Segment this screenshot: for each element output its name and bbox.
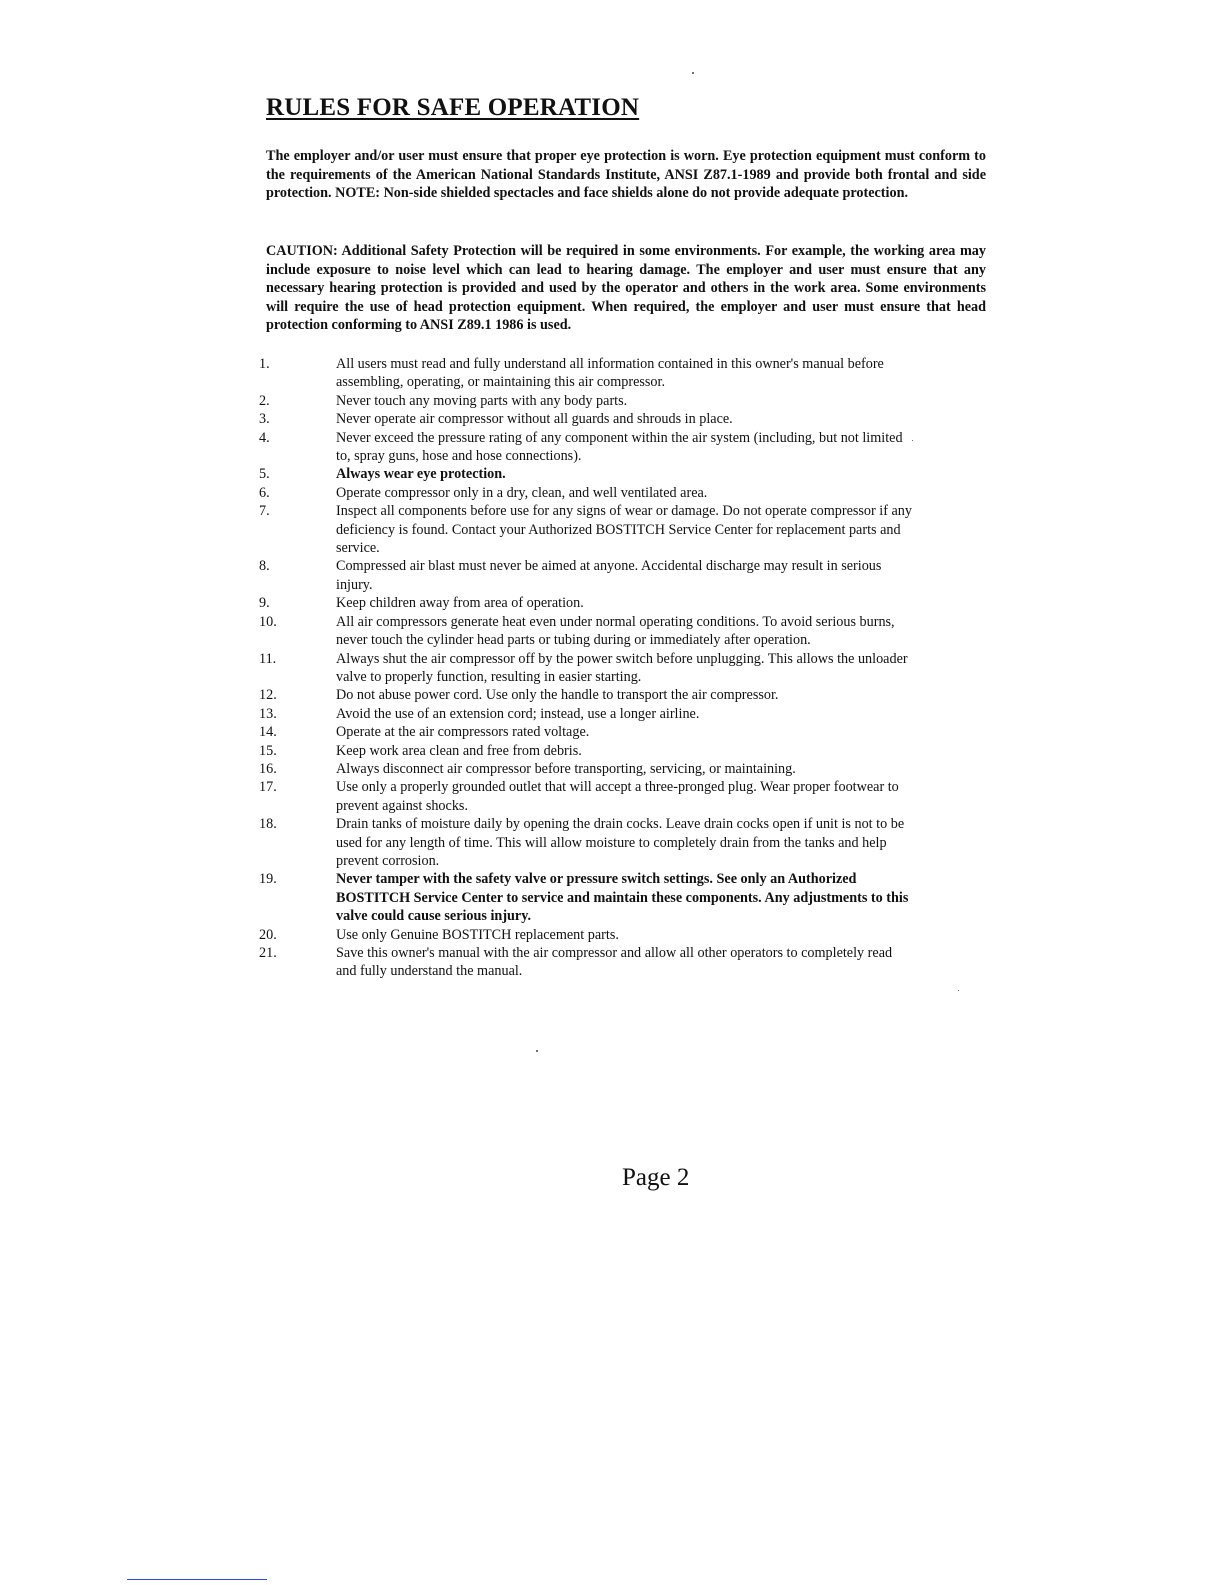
rule-item <box>0 557 1225 594</box>
rule-number: 20. <box>259 926 277 943</box>
rule-number: 17. <box>259 779 277 796</box>
rule-item <box>0 613 1225 650</box>
rule-item <box>0 392 1225 410</box>
rule-item <box>0 944 1225 981</box>
rule-number: 5. <box>259 466 270 483</box>
rule-number: 10. <box>259 613 277 630</box>
rule-number: 18. <box>259 816 277 833</box>
rule-text: All air compressors generate heat even under normal operating conditions. To avoid serious burns, never touch the cylinder head parts or tubing during or immediately after operation. <box>336 613 895 649</box>
rule-item <box>0 760 1225 778</box>
rule-text: Never touch any moving parts with any body parts. <box>336 392 628 409</box>
rule-number: 3. <box>259 411 270 428</box>
rule-item <box>0 355 1225 392</box>
rule-text: Operate at the air compressors rated voltage. <box>336 724 590 741</box>
rule-number: 9. <box>259 595 270 612</box>
rule-number: 19. <box>259 871 277 888</box>
rule-item <box>0 429 1225 466</box>
rule-number: 21. <box>259 945 277 961</box>
rule-text: Never tamper with the safety valve or pressure switch settings. See only an Authorized BOSTITCH Service Center to service and maintain these components. Any adjustments to this valve could cause serious injury. <box>336 871 909 925</box>
rule-text: Inspect all components before use for any signs of wear or damage. Do not operate compressor if any deficiency is found. Contact your Authorized BOSTITCH Service Center for replacement parts and service. <box>336 503 912 557</box>
rule-text: Compressed air blast must never be aimed at anyone. Accidental discharge may result in serious injury. <box>336 558 882 593</box>
rule-text: Use only a properly grounded outlet that will accept a three-pronged plug. Wear proper footwear to prevent against shocks. <box>336 779 899 814</box>
rule-text: Drain tanks of moisture daily by opening the drain cocks. Leave drain cocks open if unit is not to be used for any length of time. This will allow moisture to completely drain from the tanks and help prevent corrosion. <box>336 816 905 869</box>
rule-number: 7. <box>259 503 270 520</box>
rule-text: Keep work area clean and free from debris. <box>336 742 582 759</box>
safety-rules-list <box>0 355 1225 981</box>
rule-number: 8. <box>259 558 270 575</box>
rule-text: Save this owner's manual with the air compressor and allow all other operators to completely read and fully understand the manual. <box>336 945 893 980</box>
eye-protection-paragraph: The employer and/or user must ensure that proper eye protection is worn. Eye protection equipment must conform to the requirements of the American National Standards Institute, ANSI Z87.1-1989 and provide both frontal and side protection. NOTE: Non-side shielded spectacles and face shields alone do not provide adequate protection. <box>266 148 986 202</box>
rule-item <box>0 926 1225 944</box>
rule-item <box>0 594 1225 612</box>
rule-number: 4. <box>259 429 270 446</box>
rule-item <box>0 815 1225 870</box>
rule-item <box>0 723 1225 741</box>
rule-item <box>0 778 1225 815</box>
rule-text: Always wear eye protection. <box>336 466 506 483</box>
rule-item <box>0 465 1225 483</box>
rule-item <box>0 705 1225 723</box>
rule-text: Use only Genuine BOSTITCH replacement parts. <box>336 926 619 943</box>
scan-speck <box>692 72 694 74</box>
rule-text: Always shut the air compressor off by the power switch before unplugging. This allows the unloader valve to properly function, resulting in easier starting. <box>336 650 908 685</box>
rule-number: 1. <box>259 356 270 372</box>
rule-text: Keep children away from area of operation. <box>336 595 584 612</box>
rule-number: 14. <box>259 724 277 741</box>
rule-text: Operate compressor only in a dry, clean, and well ventilated area. <box>336 484 708 501</box>
rule-text: Avoid the use of an extension cord; instead, use a longer airline. <box>336 705 700 722</box>
rule-number: 15. <box>259 742 277 759</box>
rule-number: 16. <box>259 760 277 777</box>
rule-item <box>0 484 1225 502</box>
rule-text: All users must read and fully understand all information contained in this owner's manual before assembling, operating, or maintaining this air compressor. <box>336 356 884 391</box>
scan-edge-line <box>127 1579 267 1580</box>
rule-item <box>0 502 1225 557</box>
rule-item <box>0 742 1225 760</box>
rule-text: Never operate air compressor without all guards and shrouds in place. <box>336 411 733 428</box>
rule-item <box>0 870 1225 925</box>
scan-speck <box>536 1050 538 1052</box>
rule-item <box>0 650 1225 687</box>
caution-paragraph: CAUTION: Additional Safety Protection will be required in some environments. For example, the working area may include exposure to noise level which can lead to hearing damage. The employer and user must ensure that any necessary hearing protection is provided and used by the operator and others in the work area. Some environments will require the use of head protection equipment. When required, the employer and user must ensure that head protection conforming to ANSI Z89.1 1986 is used. <box>266 243 986 334</box>
rule-text: Never exceed the pressure rating of any component within the air system (including, but not limited to, spray guns, hose and hose connections). <box>336 429 903 465</box>
rule-item <box>0 686 1225 704</box>
scan-speck <box>912 440 913 441</box>
page-title: RULES FOR SAFE OPERATION <box>266 94 640 121</box>
rule-item <box>0 410 1225 428</box>
rule-number: 12. <box>259 687 277 704</box>
rule-text: Always disconnect air compressor before transporting, servicing, or maintaining. <box>336 760 796 777</box>
rule-text: Do not abuse power cord. Use only the handle to transport the air compressor. <box>336 687 779 704</box>
rule-number: 13. <box>259 705 277 722</box>
rule-number: 2. <box>259 392 270 409</box>
rule-number: 11. <box>259 650 277 667</box>
page-number: Page 2 <box>622 1164 690 1191</box>
rule-number: 6. <box>259 484 270 501</box>
scan-speck <box>958 990 959 991</box>
